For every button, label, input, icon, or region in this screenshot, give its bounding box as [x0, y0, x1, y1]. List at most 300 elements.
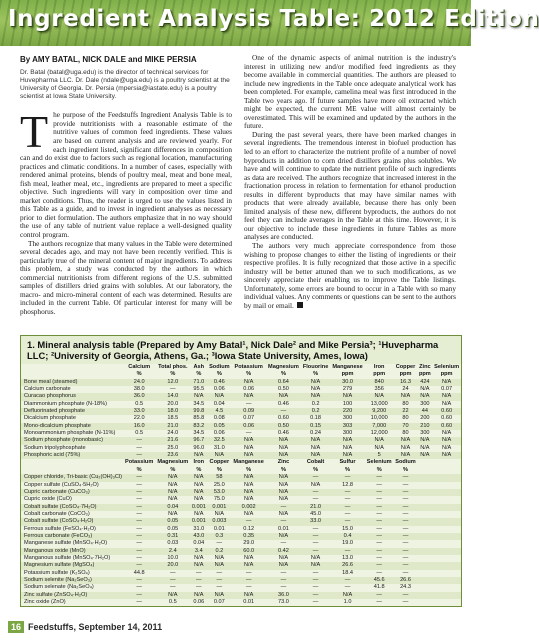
- table-cell: —: [196, 584, 202, 591]
- table-cell: —: [123, 452, 155, 459]
- table-cell: 26.6: [394, 577, 418, 584]
- table-cell: —: [136, 540, 142, 547]
- table-cell: N/A: [310, 554, 321, 561]
- table-cell: 0.05: [167, 525, 179, 532]
- table-cell: [418, 577, 433, 584]
- ingredient-name: Manganous oxide (MnO): [21, 548, 123, 555]
- table-cell: —: [266, 518, 301, 525]
- table-cell: 303: [330, 423, 365, 430]
- table-cell: [418, 599, 433, 606]
- table-cell: %: [216, 371, 222, 378]
- body-paragraph: One of the dynamic aspects of animal nutrition is the industry's interest in utilizing new and/or modified feed ingredients as they become available in commercial quantities. The authors are pleased to include new ingredients in the Table once adequate analytical work has been completed. For example, camelina meal was first introduced in the Table two years ago. If future samples have more oil extracted which might be expected, the current ME value will almost certainly be overestimated. This will be examined and updated by the authors in the future.: [244, 53, 456, 131]
- table-header-row: [21, 459, 461, 466]
- table-cell: N/A: [330, 437, 365, 444]
- table-cell: 34.5: [193, 400, 205, 407]
- table-cell: —: [301, 489, 330, 496]
- left-column: [20, 56, 232, 316]
- table-cell: 18.4: [342, 569, 353, 576]
- table-cell: 0.60: [278, 415, 289, 422]
- table-cell: —: [376, 569, 382, 576]
- table-cell: [418, 474, 433, 481]
- table-row: [21, 548, 461, 555]
- table-cell: 0.2: [301, 408, 330, 415]
- table-cell: —: [207, 577, 231, 584]
- table-cell: —: [344, 584, 351, 591]
- table-cell: N/A: [394, 437, 418, 444]
- table-cell: Zinc: [419, 364, 431, 370]
- body-paragraph: The purpose of the Feedstuffs Ingredient Analysis Table is to provide nutritionists with a reasonable estimate of the nutritive values of common feed ingredients. These values are based on current analysis and are reviewed yearly. For each ingredient listed, significant differences in composition can and do exist due to factors such as regional location, manufacturing practices and climatic conditions. In a number of cases, especially with rendered animal proteins, blends of poultry meal, meat and bone meal, fish meal, leather meal, etc., ingredients are prepared to meet a specific objective. Such ingredients will vary in composition over time and market conditions. Thus, the reader is urged to use the values listed in this Table as a guide, and to invest in ingredient analyses as necessary prior to diet formulation. The authors emphasize that in no way should the use of any table of nutrient value replace a well-designed quality control program.: [20, 106, 232, 240]
- body-paragraph: The authors recognize that many values in the Table were determined several decades ago, and may not have been recently verified. This is particularly true of the mineral content of major ingredients. To address this problem, a study was conducted by the authors in which commercial nutritionists from different regions of the U.S. submitted samples of distillers dried grains with solubles. At our laboratory, the macro- and micro-mineral content of each was determined. Results are included in the current Table. Of particular interest for many will be phosphorus.: [20, 238, 232, 316]
- table-cell: N/A: [418, 452, 433, 459]
- table-cell: 0.31: [155, 533, 190, 540]
- table-cell: 34.5: [193, 430, 205, 437]
- table-cell: 75.0: [213, 496, 225, 503]
- table-cell: N/A: [214, 554, 224, 561]
- table-cell: N/A: [168, 496, 178, 503]
- table-cell: 0.04: [193, 540, 205, 547]
- table-cell: 0.09: [231, 408, 266, 415]
- table-cell: —: [123, 437, 155, 444]
- table-cell: N/A: [310, 481, 321, 488]
- table-cell: 0.2: [207, 548, 231, 555]
- table-cell: —: [136, 496, 142, 503]
- table-cell: 0.42: [266, 548, 301, 555]
- table-cell: 16.3: [394, 379, 418, 386]
- table-row: [21, 408, 461, 415]
- table-cell: —: [155, 577, 190, 584]
- table-cell: 10.0: [167, 554, 179, 561]
- table-cell: —: [196, 569, 202, 576]
- drop-cap: T: [20, 106, 49, 158]
- table-cell: —: [330, 518, 365, 525]
- table-cell: —: [402, 525, 409, 532]
- table-cell: 0.07: [243, 415, 255, 422]
- table-cell: N/A: [266, 533, 301, 540]
- table-cell: N/A: [342, 444, 353, 451]
- ingredient-name: Sodium phosphate (monobasic): [21, 437, 123, 444]
- table-cell: 20.0: [167, 400, 179, 407]
- table-cell: 13.0: [342, 554, 353, 561]
- table-cell: 0.46: [278, 430, 289, 437]
- table-cell: N/A: [231, 379, 266, 386]
- ingredient-name: Cobalt sulfate (CoSO₄·H₂O): [21, 518, 123, 525]
- table-cell: —: [266, 408, 301, 415]
- page-footer: [8, 622, 162, 632]
- table-cell: N/A: [441, 444, 452, 451]
- table-cell: —: [170, 386, 176, 393]
- table-cell: N/A: [243, 510, 254, 517]
- table-cell: 0.04: [155, 504, 190, 511]
- table-cell: 0.60: [441, 415, 453, 422]
- page-number: 16: [8, 621, 24, 633]
- ingredient-name: [21, 371, 123, 378]
- author-bio: Dr. Batal (batal@uga.edu) is the director of technical services for Huvepharma LLC. Dr. Dale (ndale@uga.edu) is a poultry scientist at the University of Georgia. Dr. Persia (mpersia@iastate.edu) is a poultry scientist at Iowa State University.: [20, 68, 230, 101]
- table-cell: Potassium: [123, 459, 155, 466]
- ingredient-name: Copper chloride, Tri-basic (Cu₂(OH)₃Cl): [21, 474, 123, 481]
- table-cell: 300: [342, 430, 353, 437]
- table-cell: 24.3: [400, 584, 411, 591]
- table-cell: —: [301, 533, 330, 540]
- table-cell: N/A: [330, 452, 365, 459]
- table-cell: 70: [394, 423, 418, 430]
- table-cell: N/A: [310, 386, 321, 393]
- table-units-row: [21, 467, 461, 474]
- table-cell: [432, 548, 461, 555]
- ingredient-name: Mono-dicalcium phosphate: [21, 423, 123, 430]
- table-cell: 12.8: [342, 481, 353, 488]
- table-cell: 0.001: [207, 504, 231, 511]
- table-cell: —: [394, 562, 418, 569]
- table-cell: —: [330, 577, 365, 584]
- table-cell: 300: [342, 415, 353, 422]
- table-cell: [418, 489, 433, 496]
- table-cell: N/A: [266, 489, 301, 496]
- table-cell: 9,200: [365, 408, 394, 415]
- table-cell: Total phos.: [158, 364, 188, 370]
- table-cell: N/A: [301, 437, 330, 444]
- table-cell: Sodium: [395, 459, 416, 466]
- table-cell: —: [376, 554, 382, 561]
- table-cell: 58: [207, 474, 231, 481]
- table-cell: 44: [418, 408, 433, 415]
- table-cell: N/A: [155, 474, 190, 481]
- table-cell: 0.15: [301, 423, 330, 430]
- table-cell: —: [402, 599, 409, 605]
- table-cell: 300: [420, 400, 430, 407]
- table-cell: [432, 562, 461, 569]
- ingredient-name: Sodium selenite (Na₂SeO₃): [21, 577, 123, 584]
- table-cell: 44.8: [133, 569, 145, 576]
- table-cell: Potassium: [234, 364, 263, 370]
- table-cell: 0.2: [311, 400, 320, 407]
- table-cell: Cobalt: [301, 459, 330, 466]
- table-cell: —: [376, 496, 382, 503]
- table-cell: N/A: [301, 379, 330, 386]
- table-cell: %: [136, 371, 142, 378]
- table-cell: —: [376, 599, 382, 605]
- table-cell: —: [245, 584, 252, 591]
- table-cell: —: [394, 548, 418, 555]
- table-cell: 12.0: [155, 379, 190, 386]
- table-cell: —: [330, 474, 365, 481]
- table-row: [21, 504, 461, 511]
- table-cell: 0.04: [213, 400, 225, 407]
- ingredient-name: Zinc oxide (ZnO): [24, 599, 66, 605]
- table-cell: —: [402, 569, 409, 576]
- table-cell: 80: [402, 430, 409, 437]
- table-cell: N/A: [190, 474, 207, 481]
- table-row: [21, 577, 461, 584]
- table-cell: N/A: [194, 554, 204, 561]
- table-cell: N/A: [266, 393, 301, 400]
- table-cell: N/A: [301, 452, 330, 459]
- ingredient-name: Phosphoric acid (75%): [21, 452, 123, 459]
- table-cell: Selenium: [434, 364, 460, 370]
- table-cell: Magnesium: [268, 364, 299, 370]
- table-cell: 80: [402, 415, 409, 422]
- table-cell: Manganese: [332, 364, 363, 370]
- table-cell: 83.2: [190, 423, 207, 430]
- table-cell: [418, 511, 433, 518]
- table-cell: N/A: [214, 510, 224, 517]
- table-cell: N/A: [190, 592, 207, 599]
- table-cell: [432, 540, 461, 547]
- table-cell: ppm: [373, 371, 386, 378]
- table-cell: 100: [342, 400, 353, 407]
- table-row: [21, 555, 461, 562]
- table-cell: 4.5: [207, 408, 231, 415]
- table-cell: N/A: [190, 393, 207, 400]
- table-cell: —: [365, 489, 394, 496]
- table-cell: %: [123, 467, 155, 474]
- table-cell: [432, 518, 461, 525]
- table-cell: —: [402, 554, 409, 561]
- table-cell: [432, 555, 461, 562]
- table-cell: 18.0: [155, 408, 190, 415]
- table-cell: ppm: [418, 371, 431, 378]
- table-cell: N/A: [243, 444, 254, 451]
- table-cell: 31.0: [193, 525, 205, 532]
- table-cell: 25.0: [213, 481, 225, 488]
- table-cell: 23.6: [155, 452, 190, 459]
- table-cell: 24: [402, 386, 409, 393]
- table-units-row: [21, 371, 461, 378]
- table-cell: —: [394, 489, 418, 496]
- table-cell: N/A: [168, 481, 178, 488]
- table-cell: N/A: [190, 489, 207, 496]
- table-row: [21, 482, 461, 489]
- table-cell: [418, 533, 433, 540]
- table-cell: —: [312, 599, 319, 605]
- table-cell: 210: [418, 423, 433, 430]
- byline: By AMY BATAL, NICK DALE and MIKE PERSIA: [20, 55, 197, 64]
- table-cell: Magnesium: [155, 459, 190, 466]
- table-cell: %: [301, 467, 330, 474]
- table-cell: —: [330, 489, 365, 496]
- ingredient-name: Copper sulfate (CuSO₄·5H₂O): [24, 481, 99, 488]
- table-cell: 0.003: [207, 518, 231, 525]
- table-cell: 24.0: [123, 379, 155, 386]
- table-cell: —: [123, 577, 155, 584]
- table-cell: N/A: [278, 496, 289, 503]
- table-cell: —: [402, 540, 409, 547]
- table-cell: —: [123, 592, 155, 599]
- table-cell: 0.05: [155, 518, 190, 525]
- table-cell: —: [312, 525, 319, 532]
- table-cell: ppm: [399, 371, 412, 378]
- table-cell: N/A: [155, 592, 190, 599]
- table-cell: 0.46: [207, 379, 231, 386]
- table-cell: N/A: [400, 444, 411, 451]
- table-cell: [418, 570, 433, 577]
- table-cell: —: [216, 540, 223, 547]
- table-cell: 18.5: [167, 415, 179, 422]
- table-cell: 0.5: [135, 430, 144, 437]
- table-cell: 0.46: [278, 400, 289, 407]
- table-cell: [418, 459, 433, 466]
- ingredient-name: Cobalt sulfate (CoSO₄·7H₂O): [21, 504, 123, 511]
- table-cell: —: [330, 548, 365, 555]
- table-row: [21, 474, 461, 481]
- table-cell: Sulfur: [330, 459, 365, 466]
- table-cell: [432, 577, 461, 584]
- table-cell: 21.6: [155, 437, 190, 444]
- table-cell: N/A: [231, 562, 266, 569]
- table-cell: 12,000: [370, 430, 388, 437]
- mineral-table: [21, 364, 461, 606]
- table-cell: —: [301, 474, 330, 481]
- table-cell: N/A: [231, 437, 266, 444]
- table-cell: —: [136, 599, 142, 605]
- ingredient-name: Sodium selenate (Na₂SeO₄): [24, 584, 94, 591]
- table-cell: %: [365, 467, 394, 474]
- ingredient-name: Cupric oxide (CuO): [24, 496, 72, 503]
- table-cell: N/A: [330, 393, 365, 400]
- table-cell: 1.0: [343, 599, 352, 605]
- ingredient-name: [21, 459, 123, 466]
- table-cell: 80: [402, 400, 409, 407]
- table-cell: 41.8: [373, 584, 385, 591]
- table-cell: %: [231, 467, 266, 474]
- table-cell: —: [376, 525, 382, 532]
- table-cell: 0.06: [213, 430, 225, 437]
- table-row: [21, 430, 461, 437]
- ingredient-name: Diammonium phosphate (N-18%): [24, 400, 108, 407]
- table-cell: Iron: [373, 364, 385, 370]
- table-cell: 0.60: [432, 408, 461, 415]
- table-cell: N/A: [266, 562, 301, 569]
- table-cell: 26.6: [330, 562, 365, 569]
- ingredient-name: Manganese sulfate (MnSO₄·H₂O): [24, 540, 108, 547]
- table-cell: N/A: [266, 437, 301, 444]
- table-cell: 0.001: [191, 503, 206, 510]
- table-cell: —: [394, 518, 418, 525]
- table-cell: 29.0: [243, 540, 255, 547]
- table-cell: —: [123, 474, 155, 481]
- table-cell: 840: [365, 379, 394, 386]
- table-cell: 0.001: [191, 518, 206, 525]
- table-cell: N/A: [310, 444, 321, 451]
- table-cell: N/A: [266, 452, 301, 459]
- table-cell: [418, 482, 433, 489]
- table-row: [21, 518, 461, 525]
- table-cell: —: [394, 474, 418, 481]
- ingredient-name: Magnesium sulfate (MgSO₄): [21, 562, 123, 569]
- table-cell: 0.002: [231, 504, 266, 511]
- table-cell: N/A: [207, 452, 231, 459]
- table-cell: 0.64: [266, 379, 301, 386]
- table-cell: [432, 496, 461, 503]
- ingredient-name: Potassium sulfate (K₂SO₄): [24, 569, 90, 576]
- table-cell: N/A: [432, 393, 461, 400]
- table-cell: —: [280, 569, 287, 576]
- table-row: [21, 489, 461, 496]
- table-cell: —: [365, 548, 394, 555]
- table-cell: [432, 599, 461, 606]
- table-cell: Zinc: [266, 459, 301, 466]
- table-cell: 0.07: [213, 599, 225, 605]
- table-cell: —: [123, 548, 155, 555]
- table-cell: N/A: [194, 496, 204, 503]
- table-cell: %: [155, 467, 190, 474]
- table-cell: 21.0: [301, 504, 330, 511]
- table-cell: [418, 496, 433, 503]
- table-cell: —: [344, 510, 351, 517]
- table-row: [21, 562, 461, 569]
- table-cell: [432, 474, 461, 481]
- table-cell: N/A: [441, 430, 452, 437]
- table-cell: —: [402, 510, 409, 517]
- table-cell: 0.08: [213, 415, 225, 422]
- table-cell: —: [365, 562, 394, 569]
- table-cell: Selenium: [366, 459, 392, 466]
- table-cell: %: [246, 371, 252, 378]
- table-cell: %: [207, 467, 231, 474]
- table-cell: —: [123, 518, 155, 525]
- table-cell: N/A: [207, 562, 231, 569]
- table-cell: %: [170, 371, 176, 378]
- table-cell: 7,000: [365, 423, 394, 430]
- table-row: [21, 533, 461, 540]
- table-cell: Sodium: [209, 364, 230, 370]
- table-cell: N/A: [418, 393, 433, 400]
- table-cell: 220: [330, 408, 365, 415]
- table-cell: N/A: [365, 393, 394, 400]
- table-cell: [418, 467, 433, 474]
- title-banner: [0, 0, 539, 46]
- table-cell: 0.4: [330, 533, 365, 540]
- table-cell: —: [301, 592, 330, 599]
- table-cell: —: [312, 496, 319, 503]
- table-cell: —: [365, 504, 394, 511]
- table-cell: N/A: [394, 393, 418, 400]
- table-cell: N/A: [301, 393, 330, 400]
- table-cell: —: [136, 525, 142, 532]
- table-cell: —: [123, 562, 155, 569]
- table-cell: N/A: [231, 452, 266, 459]
- table-cell: 36.0: [266, 592, 301, 599]
- table-cell: N/A: [418, 437, 433, 444]
- table-cell: N/A: [190, 562, 207, 569]
- table-cell: N/A: [441, 400, 452, 407]
- table-cell: N/A: [278, 554, 289, 561]
- body-paragraph: The authors very much appreciate correspondence from those wishing to propose changes to either the listing of ingredients or their respective profiles. It is fully recognized that those active in a specific industry will be better attuned than we to such modifications, as we sincerely appreciate their enabling us to improve the Table listings. Unfortunately, some errors are bound to occur in a Table with so many individual values. Any comments or questions can be sent to the authors by mail or email.: [244, 241, 456, 310]
- table-cell: Manganese: [231, 459, 266, 466]
- ingredient-name: Ferrous sulfate (FeSO₄·H₂O): [24, 525, 96, 532]
- table-cell: —: [365, 474, 394, 481]
- table-cell: —: [231, 518, 266, 525]
- table-cell: —: [170, 584, 176, 591]
- table-cell: —: [312, 540, 319, 547]
- ingredient-name: Bone meal (steamed): [21, 379, 123, 386]
- ingredient-name: Dicalcium phosphate: [24, 415, 76, 422]
- table-row: [21, 592, 461, 599]
- table-cell: Iron: [190, 459, 207, 466]
- table-cell: —: [301, 577, 330, 584]
- table-cell: N/A: [330, 592, 365, 599]
- table-cell: N/A: [365, 437, 394, 444]
- table-cell: 20.0: [155, 562, 190, 569]
- table-row: [21, 386, 461, 393]
- table-cell: [418, 540, 433, 547]
- table-cell: 2.4: [155, 548, 190, 555]
- table-cell: 13,000: [370, 400, 388, 407]
- mineral-analysis-table-box: [20, 335, 462, 607]
- table-row: [21, 584, 461, 591]
- table-cell: %: [196, 371, 202, 378]
- table-row: [21, 570, 461, 577]
- table-cell: —: [376, 481, 382, 488]
